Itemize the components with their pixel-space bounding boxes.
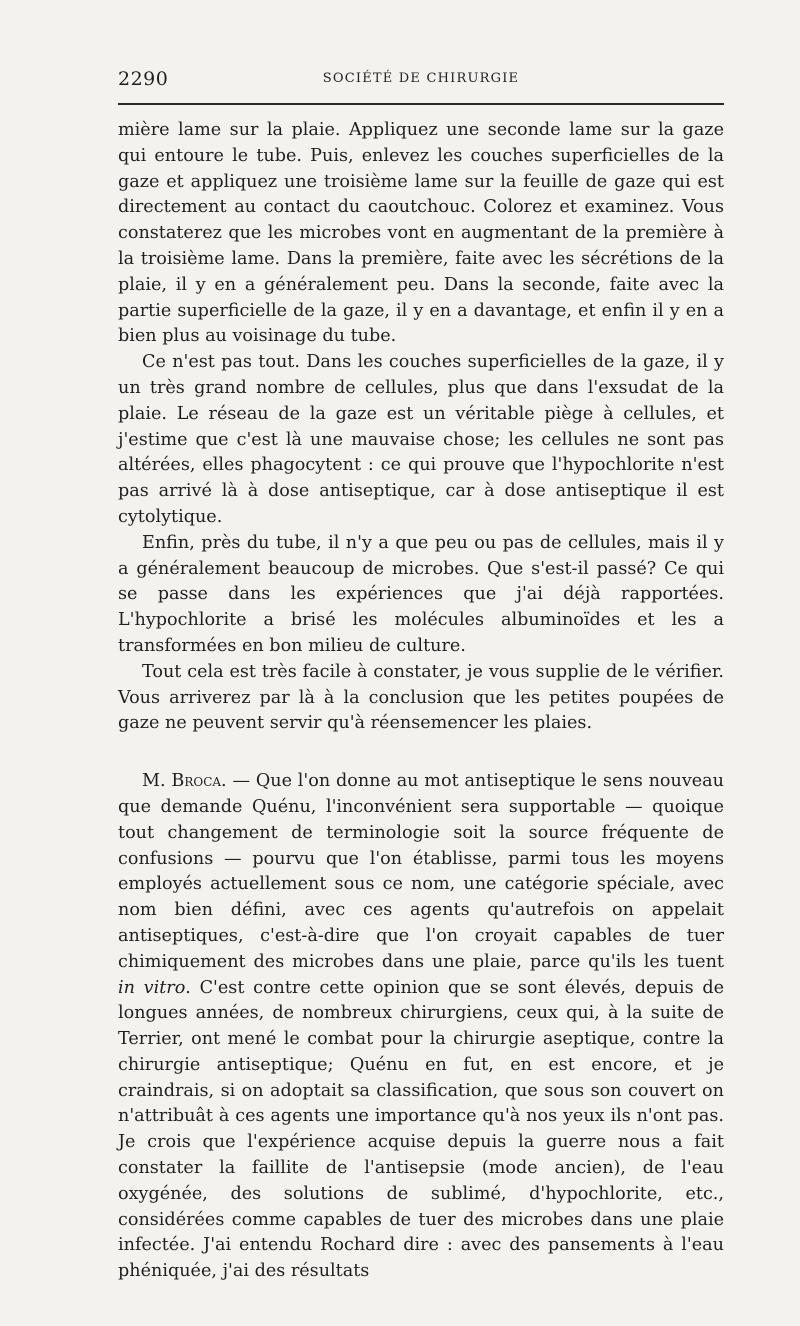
running-title: SOCIÉTÉ DE CHIRURGIE [322, 71, 520, 86]
paragraph-continuation: mière lame sur la plaie. Appliquez une seconde lame sur la gaze qui entoure le tube. Puis, enlevez les couches superficielles de la gaze et appliquez une troisième lame sur la feuille de gaze qui est directement au contact du caoutchouc. Colorez et examinez. Vous constaterez que les microbes vont en augmentant de la première à la troisième lame. Dans la première, faite avec les sécrétions de la plaie, il y en a généralement peu. Dans la seconde, faite avec la partie superficielle de la gaze, il y en a davantage, et enfin il y en a bien plus au voisinage du tube. [118, 120, 724, 347]
paragraph: Ce n'est pas tout. Dans les couches superficielles de la gaze, il y un très grand nombre de cellules, plus que dans l'exsudat de la plaie. Le réseau de la gaze est un véritable piège à cellules, et j'estime que c'est là une mauvaise chose; les cellules ne sont pas altérées, elles phagocytent : ce qui prouve que l'hypochlorite n'est pas arrivé là à dose antiseptique, car à dose antiseptique il est cytolytique. [118, 352, 724, 527]
speech-text: — Que l'on donne au mot antiseptique le sens nouveau que demande Quénu, l'inconvénient sera supportable — quoique tout changement de terminologie soit la source fréquente de confusions — pourvu que l'on établisse, parmi tous les moyens employés actuellement sous ce nom, une catégorie spéciale, avec nom bien défini, avec ces agents qu'autrefois on appelait antiseptiques, c'est-à-dire que l'on croyait capables de tuer chimiquement des microbes dans une plaie, parce qu'ils les tuent [118, 771, 725, 972]
page-header [118, 68, 724, 98]
speaker-name: M. Broca. [142, 771, 227, 792]
paragraph: Enfin, près du tube, il n'y a que peu ou pas de cellules, mais il y a généralement beaucoup de microbes. Que s'est-il passé? Ce qui se passe dans les expériences que j'ai déjà rapportées. L'hypochlorite a brisé les molécules albuminoïdes et les a transformées en bon milieu de culture. [118, 532, 724, 656]
speaker-paragraph [118, 769, 724, 1285]
speech-text-continued: . C'est contre cette opinion que se sont élevés, depuis de longues années, de nombreux chirurgiens, ceux qui, à la suite de Terrier, ont mené le combat pour la chirurgie aseptique, contre la chirurgie antiseptique; Quénu en fut, en est encore, et je craindrais, si on adoptait sa classification, que sous son couvert on n'attribuât à ces agents une importance qu'à nos yeux ils n'ont pas. Je crois que l'expérience acquise depuis la guerre nous a fait constater la faillite de l'antisepsie (mode ancien), de l'eau oxygénée, des solutions de sublimé, d'hypochlorite, etc., considérées comme capables de tuer des microbes dans une plaie infectée. J'ai entendu Rochard dire : avec des pansements à l'eau phéniquée, j'ai des résultats [118, 977, 724, 1282]
body-text [118, 118, 724, 1285]
header-rule [118, 103, 724, 105]
paragraph: Tout cela est très facile à constater, je vous supplie de le vérifier. Vous arriverez par là à la conclusion que les petites poupées de gaze ne peuvent servir qu'à réensemencer les plaies. [118, 661, 724, 734]
page-number: 2290 [118, 68, 169, 90]
section-gap [118, 737, 724, 769]
italic-phrase: in vitro [118, 977, 186, 998]
